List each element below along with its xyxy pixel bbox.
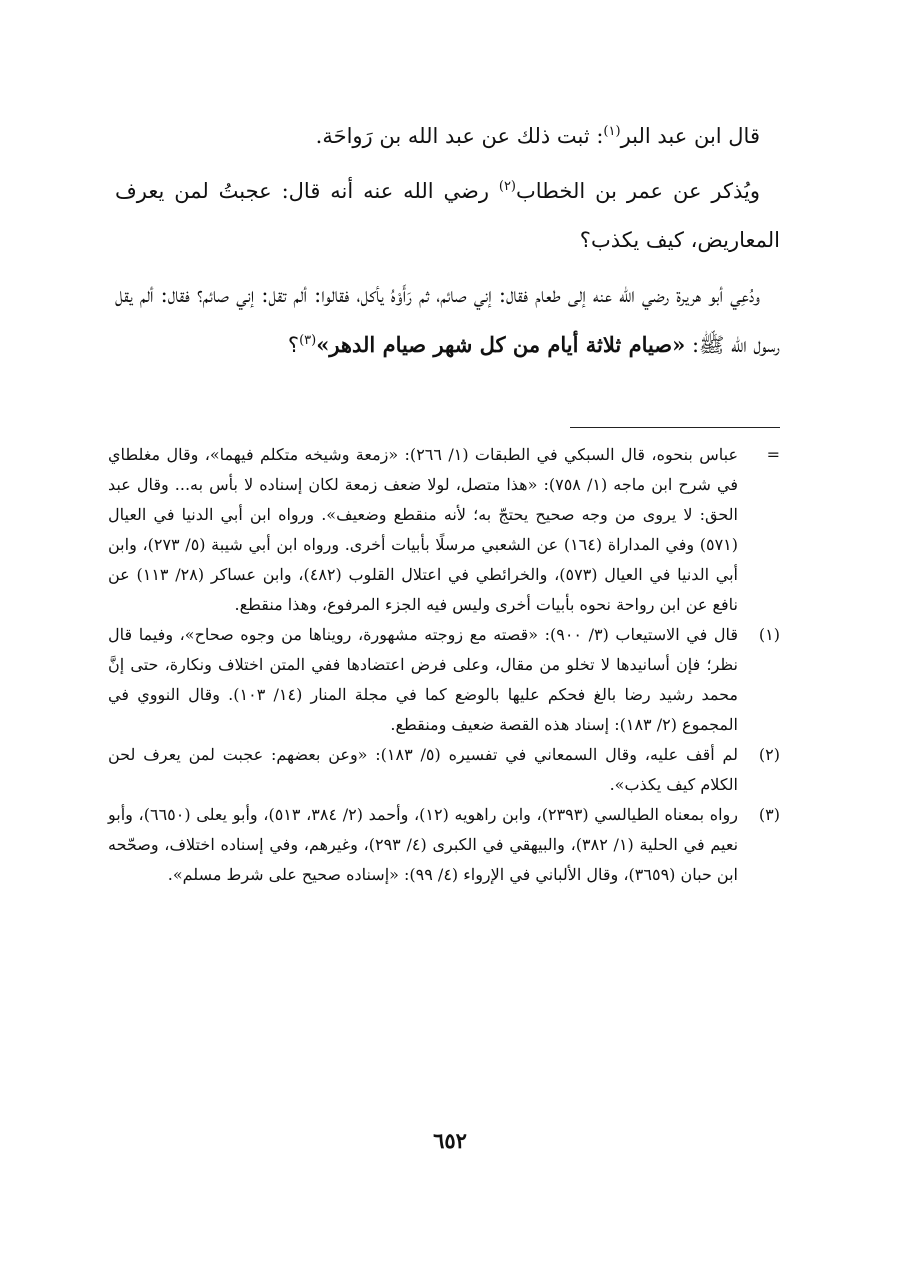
footnote-marker: (٢) — [758, 745, 780, 764]
page-number: ٦٥٢ — [433, 1128, 467, 1153]
main-text — [115, 112, 780, 370]
footnote-ref-3[interactable]: (٣) — [299, 333, 317, 348]
footnote-2 — [108, 740, 780, 800]
footnote-ref-1[interactable]: (١) — [603, 124, 621, 139]
footnote-text: عباس بنحوه، قال السبكي في الطبقات (١/ ٢٦٦): «زمعة وشيخه متكلم فيهما»، وقال مغلطاي في شرح ابن ماجه (١/ ٧٥٨): «هذا متصل، لولا ضعف زمعة لكان إسناده لا بأس به... وقال عبد الحق: لا يروى من وجه صحيح يحتجّ به؛ لأنه منقطع وضعيف». ورواه ابن أبي الدنيا في العيال (٥٧١) وفي المداراة (١٦٤) عن الشعبي مرسلًا بأبيات أخرى. ورواه ابن أبي شيبة (٥/ ٢٧٣)، وابن أبي الدنيا في العيال (٥٧٣)، والخرائطي في اعتلال القلوب (٤٨٢)، وابن عساكر (٢٨/ ١١٣) عن نافع عن ابن رواحة نحوه بأبيات أخرى وليس فيه الجزء المرفوع، وهذا منقطع. — [108, 445, 739, 614]
paragraph-ibn-abd-al-barr: قال ابن عبد البر$^{(١)}$: ثبت ذلك عن عبد الله بن رَواحَة. — [315, 124, 760, 148]
paragraph-abu-hurayra: ودُعِي أبو هريرة رضي الله عنه إلى طعام فقال: إني صائم، ثم رَأَوْهُ يأكل، فقالوا: ألم تقل: إني صائم؟ فقال: ألم يقل رسول الله ﷺ: «صيام ثلاثة أيام من كل شهر صيام الدهر»$^{(٣)}$؟ — [115, 283, 780, 357]
footnote-continued — [108, 440, 780, 620]
footnote-3 — [108, 800, 780, 890]
footnote-text: لم أقف عليه، وقال السمعاني في تفسيره (٥/ ١٨٣): «وعن بعضهم: عجبت لمن يعرف لحن الكلام كيف يكذب». — [108, 745, 738, 794]
footnote-marker: (٣) — [758, 805, 780, 824]
paragraph-umar: ويُذكر عن عمر بن الخطاب$^{(٢)}$ رضي الله عنه أنه قال: عجبتُ لمن يعرف المعاريض، كيف يكذب؟ — [115, 179, 780, 252]
footnotes — [108, 440, 780, 890]
footnote-text: قال في الاستيعاب (٣/ ٩٠٠): «قصته مع زوجته مشهورة، رويناها من وجوه صحاح»، وفيما قال نظر؛ فإن أسانيدها لا تخلو من مقال، وعلى فرض اعتضادها ففي المتن اختلاف ونكارة، حتى إنَّ محمد رشيد رضا بالغ فحكم عليها بالوضع كما في مجلة المنار (١٤/ ١٠٣). وقال النووي في المجموع (٢/ ١٨٣): إسناد هذه القصة ضعيف ومنقطع. — [108, 625, 739, 734]
footnote-ref-2[interactable]: (٢) — [498, 179, 516, 194]
footnote-1 — [108, 620, 780, 740]
footnote-marker: = — [766, 445, 780, 464]
hadith-quote: «صيام ثلاثة أيام من كل شهر صيام الدهر» — [316, 332, 686, 357]
footnote-text: رواه بمعناه الطيالسي (٢٣٩٣)، وابن راهويه (١٢)، وأحمد (٢/ ٣٨٤، ٥١٣)، وأبو يعلى (٦٦٥٠)، وأبو نعيم في الحلية (١/ ٣٨٢)، والبيهقي في الكبرى (٤/ ٢٩٣)، وغيرهم، وفي إسناده اختلاف، وصحّحه ابن حبان (٣٦٥٩)، وقال الألباني في الإرواء (٤/ ٩٩): «إسناده صحيح على شرط مسلم». — [108, 805, 739, 884]
footnote-separator — [570, 427, 780, 428]
footnote-marker: (١) — [758, 625, 780, 644]
